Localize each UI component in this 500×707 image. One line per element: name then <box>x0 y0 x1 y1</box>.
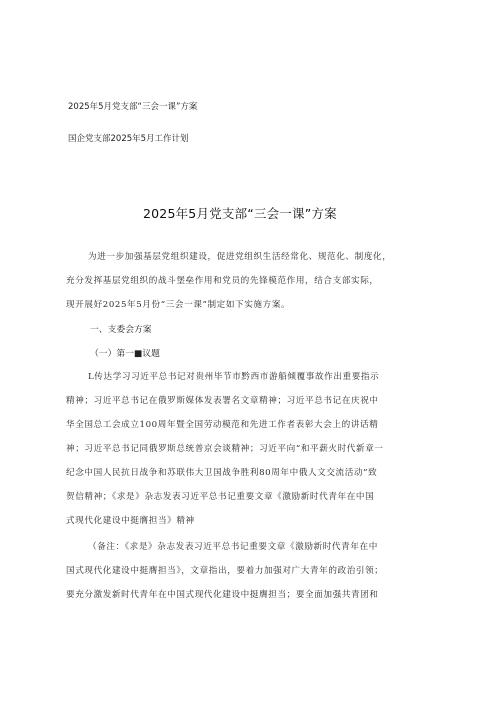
paragraph-line: 华全国总工会成立100周年暨全国劳动模范和先进工作者表彰大会上的讲话精 <box>66 420 379 430</box>
intro-line: 为进一步加强基层党组织建设，促进党组织生活经常化、规范化、制度化， <box>88 252 392 262</box>
paragraph-line: 神；习近平总书记同俄罗斯总统普京会谈精神；习近平向“和平薪火时代新章一 <box>66 444 384 454</box>
note-line: 国式现代化建设中挺膺担当》，文章指出，要着力加强对广大青年的政治引领； <box>66 566 384 576</box>
header-title: 2025年5月党支部“三会一课”方案 <box>68 102 198 112</box>
header-subtitle: 国企党支部2025年5月工作计划 <box>68 134 189 144</box>
paragraph-line: 纪念中国人民抗日战争和苏联伟大卫国战争胜利80周年中俄人文交流活动”致 <box>66 468 378 478</box>
paragraph-line: 精神；习近平总书记在俄罗斯媒体发表署名文章精神；习近平总书记在庆祝中 <box>66 396 379 406</box>
section-heading: 一、支委会方案 <box>90 325 152 335</box>
paragraph-line: 式现代化建设中挺膺担当》精神 <box>66 516 195 526</box>
subsection-heading: （一）第一■议题 <box>90 349 160 359</box>
paragraph-line: 贺信精神；《求是》杂志发表习近平总书记重要文章《激励新时代青年在中国 <box>66 492 375 502</box>
paragraph-line: L传达学习习近平总书记对贵州毕节市黔西市游船倾覆事故作出重要指示 <box>88 372 380 382</box>
note-line: 要充分激发新时代青年在中国式现代化建设中挺膺担当；要全面加强共青团和 <box>66 590 379 600</box>
note-line: （备注：《求是》杂志发表习近平总书记重要文章《激励新时代青年在中 <box>88 542 378 552</box>
intro-line: 充分发挥基层党组织的战斗堡垒作用和党员的先锋模范作用，结合支部实际， <box>66 276 379 286</box>
intro-line: 现开展好2025年5月份“三会一课”制定如下实施方案。 <box>66 300 291 310</box>
document-title: 2025年5月党支部“三会一课”方案 <box>143 206 337 221</box>
